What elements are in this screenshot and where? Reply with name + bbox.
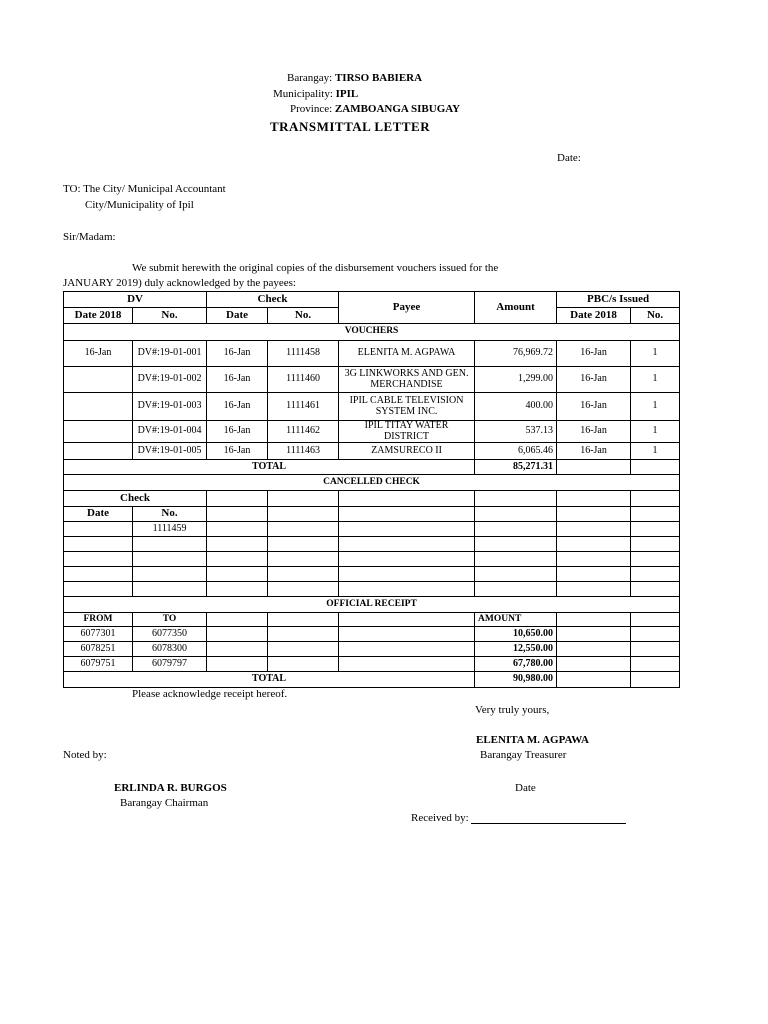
table-row xyxy=(64,582,680,597)
or-to: 6079797 xyxy=(133,657,207,672)
payee: IPIL TITAY WATER DISTRICT xyxy=(339,421,475,443)
or-amount: 12,550.00 xyxy=(475,642,557,657)
amount: 400.00 xyxy=(475,393,557,421)
cancelled-date xyxy=(64,567,133,582)
cancelled-date xyxy=(64,537,133,552)
check-no-header: No. xyxy=(268,308,339,324)
dv-no-header: No. xyxy=(133,308,207,324)
table-row xyxy=(64,567,680,582)
vouchers-total-row xyxy=(64,460,680,475)
dv-date: 16-Jan xyxy=(64,341,133,367)
received-by-line xyxy=(411,812,626,824)
pbc-date: 16-Jan xyxy=(557,341,631,367)
pbc-header: PBC/s Issued xyxy=(557,292,680,308)
municipality-line: Municipality: IPIL xyxy=(273,88,359,100)
dv-date xyxy=(64,367,133,393)
table-row xyxy=(64,537,680,552)
or-to: 6077350 xyxy=(133,627,207,642)
check-no: 1111460 xyxy=(268,367,339,393)
dv-no: DV#:19-01-001 xyxy=(133,341,207,367)
acknowledge-text: Please acknowledge receipt hereof. xyxy=(132,688,288,700)
pbc-date: 16-Jan xyxy=(557,443,631,460)
table-row xyxy=(64,443,680,460)
addressee-line1: TO: The City/ Municipal Accountant xyxy=(63,183,226,195)
cancelled-no xyxy=(133,537,207,552)
cancelled-no xyxy=(133,582,207,597)
pbc-date: 16-Jan xyxy=(557,393,631,421)
table-row xyxy=(64,642,680,657)
date-label: Date: xyxy=(557,152,581,164)
dv-no: DV#:19-01-005 xyxy=(133,443,207,460)
payee: ZAMSURECO II xyxy=(339,443,475,460)
voucher-table xyxy=(63,291,680,688)
check-date-header: Date xyxy=(207,308,268,324)
or-to: 6078300 xyxy=(133,642,207,657)
province-value: ZAMBOANGA SIBUGAY xyxy=(334,103,461,115)
chairman-name: ERLINDA R. BURGOS xyxy=(114,782,227,794)
check-header: Check xyxy=(207,292,339,308)
barangay-value: TIRSO BABIERA xyxy=(334,72,423,84)
cancelled-section-label: CANCELLED CHECK xyxy=(64,475,680,491)
check-no: 1111458 xyxy=(268,341,339,367)
cancelled-date xyxy=(64,552,133,567)
check-date: 16-Jan xyxy=(207,341,268,367)
payee: IPIL CABLE TELEVISION SYSTEM INC. xyxy=(339,393,475,421)
dv-header: DV xyxy=(64,292,207,308)
pbc-no: 1 xyxy=(631,421,680,443)
vouchers-section-label: VOUCHERS xyxy=(64,324,680,341)
received-by-label: Received by: xyxy=(411,812,469,824)
pbc-no: 1 xyxy=(631,367,680,393)
check-no: 1111462 xyxy=(268,421,339,443)
check-date: 16-Jan xyxy=(207,443,268,460)
or-section-label: OFFICIAL RECEIPT xyxy=(64,597,680,613)
or-from: 6078251 xyxy=(64,642,133,657)
dv-date-header: Date 2018 xyxy=(64,308,133,324)
table-row xyxy=(64,393,680,421)
pbc-no: 1 xyxy=(631,443,680,460)
dv-date xyxy=(64,393,133,421)
or-total-row xyxy=(64,672,680,688)
cancelled-no: 1111459 xyxy=(133,522,207,537)
amount: 537.13 xyxy=(475,421,557,443)
province-line: Province: ZAMBOANGA SIBUGAY xyxy=(290,103,461,115)
table-row xyxy=(64,657,680,672)
municipality-value: IPIL xyxy=(335,88,359,100)
or-amount-header: AMOUNT xyxy=(475,613,557,627)
amount: 76,969.72 xyxy=(475,341,557,367)
page-title: TRANSMITTAL LETTER xyxy=(270,119,431,134)
salutation: Sir/Madam: xyxy=(63,231,116,243)
table-row xyxy=(64,552,680,567)
table-row xyxy=(64,367,680,393)
or-amount: 10,650.00 xyxy=(475,627,557,642)
date-signature-label: Date xyxy=(515,782,536,794)
cancelled-date xyxy=(64,582,133,597)
dv-no: DV#:19-01-004 xyxy=(133,421,207,443)
table-row xyxy=(64,421,680,443)
or-from: 6077301 xyxy=(64,627,133,642)
table-row xyxy=(64,341,680,367)
amount: 1,299.00 xyxy=(475,367,557,393)
pbc-date: 16-Jan xyxy=(557,421,631,443)
amount-header: Amount xyxy=(475,292,557,324)
dv-date xyxy=(64,443,133,460)
cancelled-check-header: Check xyxy=(64,491,207,507)
cancelled-date-header: Date xyxy=(64,507,133,522)
pbc-date-header: Date 2018 xyxy=(557,308,631,324)
pbc-no: 1 xyxy=(631,341,680,367)
or-amount: 67,780.00 xyxy=(475,657,557,672)
table-row xyxy=(64,627,680,642)
payee: 3G LINKWORKS AND GEN. MERCHANDISE xyxy=(339,367,475,393)
received-by-signature-line xyxy=(471,813,626,824)
pbc-date: 16-Jan xyxy=(557,367,631,393)
cancelled-no xyxy=(133,552,207,567)
addressee-line2: City/Municipality of Ipil xyxy=(85,199,194,211)
check-no: 1111463 xyxy=(268,443,339,460)
vouchers-total: 85,271.31 xyxy=(475,460,557,475)
treasurer-name: ELENITA M. AGPAWA xyxy=(476,734,589,746)
or-from: 6079751 xyxy=(64,657,133,672)
very-truly-text: Very truly yours, xyxy=(475,704,550,716)
dv-no: DV#:19-01-003 xyxy=(133,393,207,421)
barangay-line: Barangay: TIRSO BABIERA xyxy=(287,72,423,84)
check-no: 1111461 xyxy=(268,393,339,421)
payee-header: Payee xyxy=(339,292,475,324)
cancelled-no xyxy=(133,567,207,582)
or-from-header: FROM xyxy=(64,613,133,627)
treasurer-title: Barangay Treasurer xyxy=(480,749,567,761)
chairman-title: Barangay Chairman xyxy=(120,797,209,809)
dv-no: DV#:19-01-002 xyxy=(133,367,207,393)
check-date: 16-Jan xyxy=(207,393,268,421)
table-row xyxy=(64,522,680,537)
cancelled-no-header: No. xyxy=(133,507,207,522)
amount: 6,065.46 xyxy=(475,443,557,460)
or-to-header: TO xyxy=(133,613,207,627)
dv-date xyxy=(64,421,133,443)
body-line2: JANUARY 2019) duly acknowledged by the payees: xyxy=(63,277,296,289)
payee: ELENITA M. AGPAWA xyxy=(339,341,475,367)
check-date: 16-Jan xyxy=(207,367,268,393)
pbc-no: 1 xyxy=(631,393,680,421)
cancelled-date xyxy=(64,522,133,537)
total-label: TOTAL xyxy=(64,460,475,475)
body-line1: We submit herewith the original copies of the disbursement vouchers issued for the xyxy=(132,262,499,274)
noted-by-label: Noted by: xyxy=(63,749,107,761)
or-total-label: TOTAL xyxy=(64,672,475,688)
or-total: 90,980.00 xyxy=(475,672,557,688)
pbc-no-header: No. xyxy=(631,308,680,324)
check-date: 16-Jan xyxy=(207,421,268,443)
